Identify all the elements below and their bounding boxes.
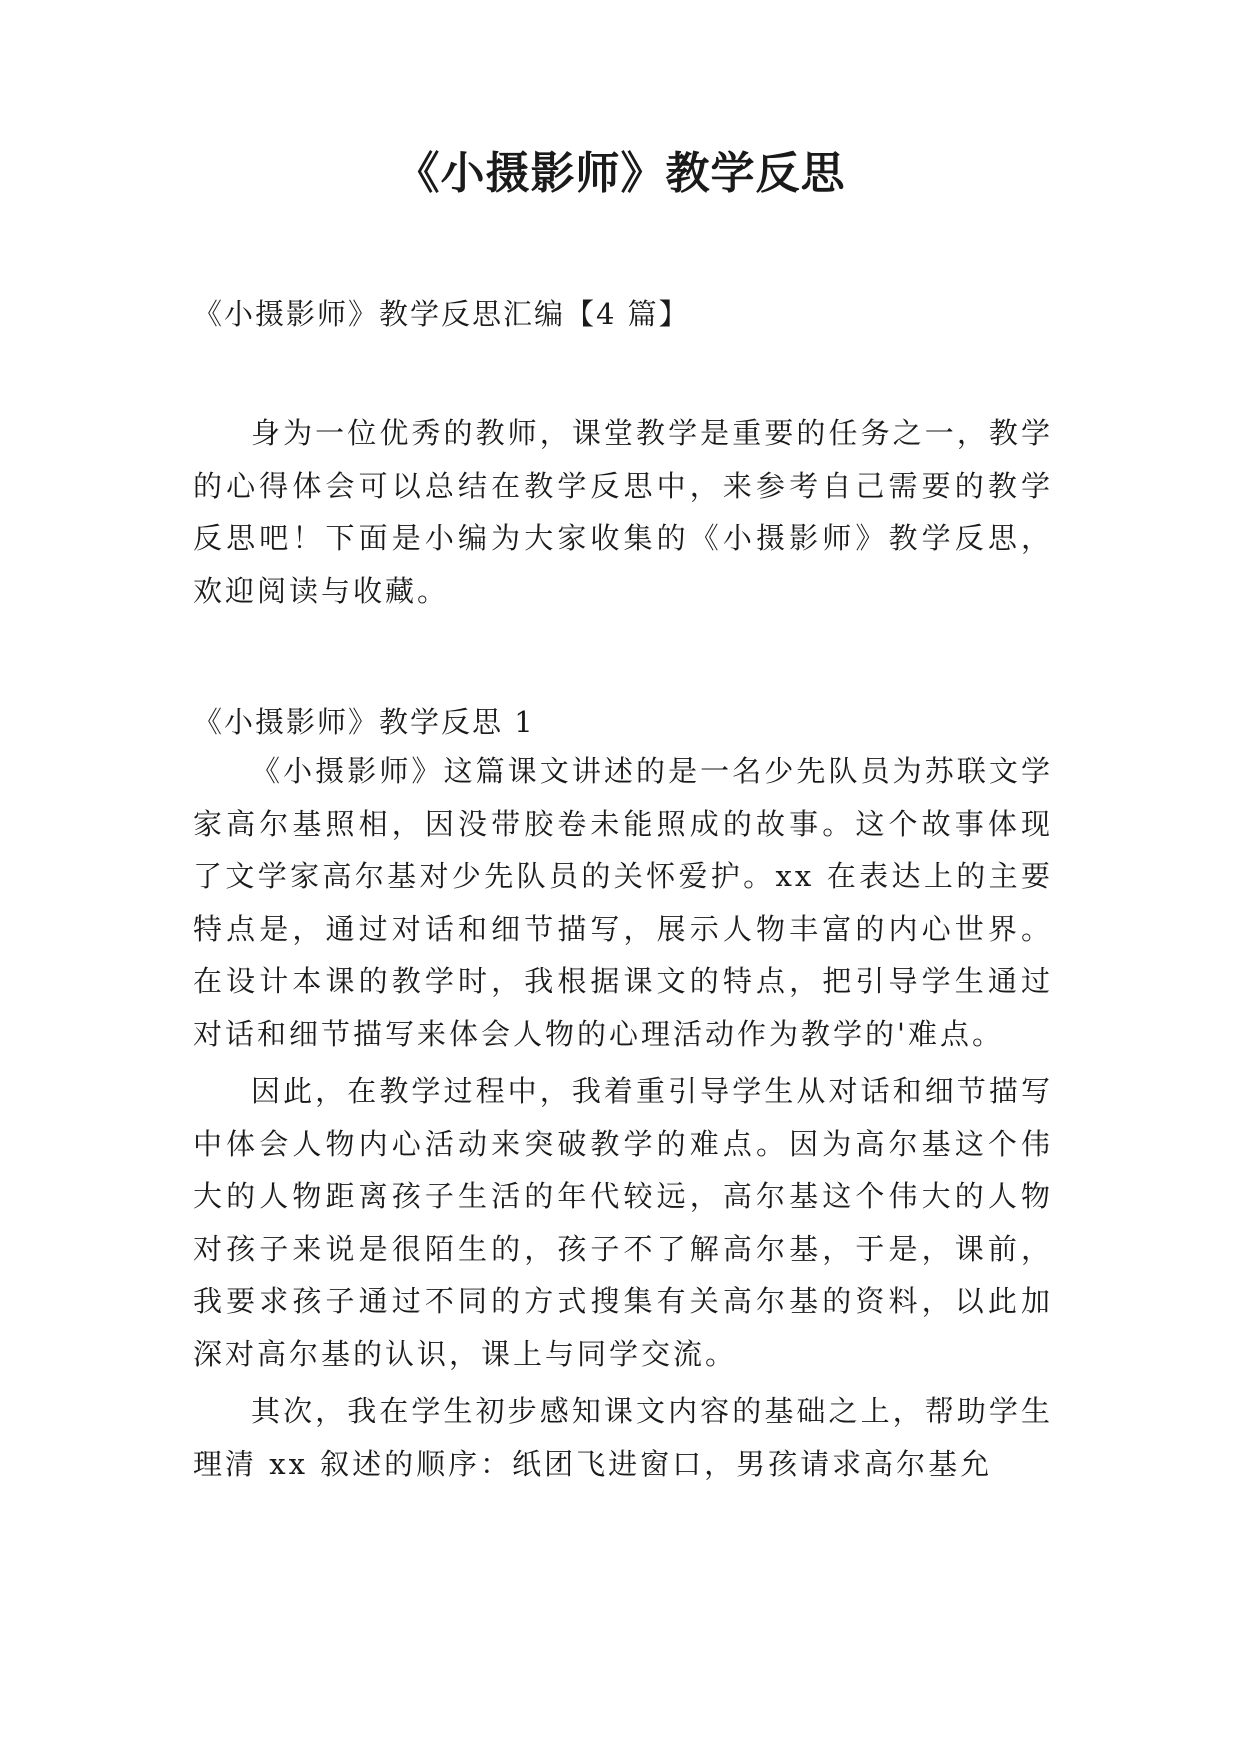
article-body <box>193 745 1053 1490</box>
body-paragraph: 《小摄影师》这篇课文讲述的是一名少先队员为苏联文学家高尔基照相，因没带胶卷未能照成的故事。这个故事体现了文学家高尔基对少先队员的关怀爱护。xx 在表达上的主要特点是，通过对话和细节描写，展示人物丰富的内心世界。在设计本课的教学时，我根据课文的特点，把引导学生通过对话和细节描写来体会人物的心理活动作为教学的'难点。 <box>193 754 1053 1051</box>
intro-paragraph: 身为一位优秀的教师，课堂教学是重要的任务之一，教学的心得体会可以总结在教学反思中，来参考自己需要的教学反思吧！下面是小编为大家收集的《小摄影师》教学反思，欢迎阅读与收藏。 <box>193 416 1053 608</box>
intro-block <box>193 407 1053 617</box>
section-heading: 《小摄影师》教学反思 1 <box>193 705 535 739</box>
document-subtitle: 《小摄影师》教学反思汇编【4 篇】 <box>193 297 690 331</box>
page-title: 《小摄影师》教学反思 <box>395 148 846 199</box>
body-paragraph: 其次，我在学生初步感知课文内容的基础之上，帮助学生理清 xx 叙述的顺序：纸团飞进窗口，男孩请求高尔基允 <box>193 1394 1053 1481</box>
body-paragraph: 因此，在教学过程中，我着重引导学生从对话和细节描写中体会人物内心活动来突破教学的难点。因为高尔基这个伟大的人物距离孩子生活的年代较远，高尔基这个伟大的人物对孩子来说是很陌生的，孩子不了解高尔基，于是，课前，我要求孩子通过不同的方式搜集有关高尔基的资料，以此加深对高尔基的认识，课上与同学交流。 <box>193 1074 1053 1371</box>
